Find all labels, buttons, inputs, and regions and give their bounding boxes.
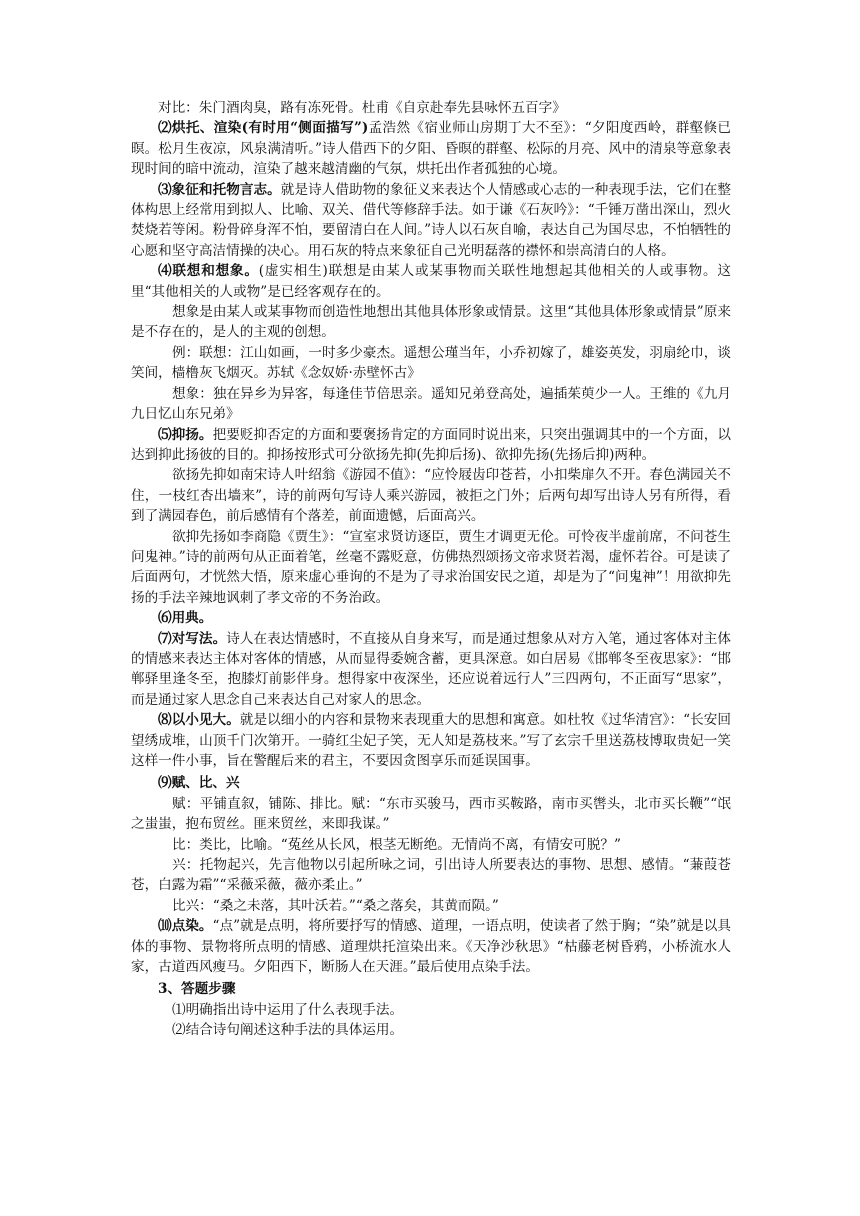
paragraph-reverse-writing [131,629,731,711]
paragraph-symbolism [131,180,731,262]
paragraph-imagination-example: 想象：独在异乡为异客，每逢佳节倍思亲。遥知兄弟登高处，遍插茱萸少一人。王维的《九月九日忆山东兄弟》 [131,385,731,423]
paragraph-bi-xing: 比兴：“桑之未落，其叶沃若。”“桑之落矣，其黄而陨。” [172,897,499,914]
term-allusion: ⑹用典。 [158,610,213,627]
paragraph-suppress-then-praise: 欲扬先抑如南宋诗人叶绍翁《游园不值》：“应怜屐齿印苍苔，小扣柴扉久不开。春色满园关不住，一枝红杏出墙来”，诗的前两句写诗人乘兴游园，被拒之门外；后两句却写出诗人另有所得，看到了满园春色，前后感情有个落差，前面遗憾，后面高兴。 [131,467,731,525]
paragraph-fu: 赋：平铺直叙，铺陈、排比。赋：“东市买骏马，西市买鞍路，南市买辔头，北市买长鞭”“氓之蚩蚩，抱布贸丝。匪来贸丝，来即我谋。” [131,795,731,833]
term-symbolism: ⑶象征和托物言志。 [158,181,281,198]
term-point-and-dye: ⑽点染。 [158,918,213,935]
paragraph-text: 就是诗人借助物的象征义来表达个人情感或心志的一种表现手法，它们在整体构思上经常用到拟人、比喻、双关、借代等修辞手法。如于谦《石灰吟》：“千锤万凿出深山，烈火焚烧若等闲。粉骨碎身浑不怕，要留清白在人间。”诗人以石灰自喻，表达自己为国尽忠，不怕牺牲的心愿和坚守高洁情操的决心。用石灰的特点来象征自己光明磊落的襟怀和崇高清白的人格。 [131,181,731,259]
paragraph-text: (虚实相生)联想是由某人或某事物而关联性地想起其他相关的人或事物。这里“其他相关的人或物”是已经客观存在的。 [131,263,731,300]
paragraph-point-and-dye [131,916,731,977]
step-1: ⑴明确指出诗中运用了什么表现手法。 [172,1001,404,1018]
paragraph-contrast-emphasis [131,425,731,466]
term-small-to-large: ⑻以小见大。 [158,712,240,729]
paragraph-text: 孟浩然《宿业师山房期丁大不至》：“夕阳度西岭，群壑倏已暝。松月生夜凉，风泉满清听。”诗人借西下的夕阳、昏暝的群壑、松际的月亮、风中的清泉等意象表现时间的暗中流动，渲染了越来越清幽的气氛，烘托出作者孤独的心境。 [131,120,731,178]
step-2: ⑵结合诗句阐述这种手法的具体运用。 [172,1022,404,1039]
term-contrast-emphasis: ⑸抑扬。 [158,426,213,443]
paragraph-allusion [131,608,731,628]
paragraph-text: 诗人在表达情感时，不直接从自身来写，而是通过想象从对方入笔，通过客体对主体的情感来表达主体对客体的情感，从而显得委婉含蓄，更具深意。如白居易《邯郸冬至夜思家》：“邯郸驿里逢冬至，抱膝灯前影伴身。想得家中夜深坐，还应说着远行人”三四两句，不正面写“思家”，而是通过家人思念自己来表达自己对家人的思念。 [131,630,732,708]
document-page [131,98,731,1041]
paragraph-small-to-large [131,710,731,771]
term-reverse-writing: ⑺对写法。 [158,630,227,647]
paragraph-text: 把要贬抑否定的方面和要褒扬肯定的方面同时说出来，只突出强调其中的一个方面，以达到抑此扬彼的目的。抑扬按形式可分欲扬先抑(先抑后扬)、欲抑先扬(先扬后抑)两种。 [131,426,731,463]
paragraph-contrast-example: 对比：朱门酒肉臭，路有冻死骨。杜甫《自京赴奉先县咏怀五百字》 [158,100,566,116]
paragraph-imagination: 想象是由某人或某事物而创造性地想出其他具体形象或情景。这里“其他具体形象或情景”原来是不存在的，是人的主观的创想。 [131,304,731,341]
heading-answer-steps: 3、答题步骤 [158,981,236,998]
paragraph-association-example: 例：联想：江山如画，一时多少豪杰。遥想公瑾当年，小乔初嫁了，雄姿英发，羽扇纶巾，谈笑间，樯橹灰飞烟灭。苏轼《念奴娇·赤壁怀古》 [131,344,731,382]
term-association: ⑷联想和想象。 [158,263,259,280]
paragraph-text: “点”就是点明，将所要抒写的情感、道理，一语点明，使读者了然于胸；“染”就是以具体的事物、景物将所点明的情感、道理烘托渲染出来。《天净沙秋思》“枯藤老树昏鸦，小桥流水人家，古道西风瘦马。夕阳西下，断肠人在天涯。”最后使用点染手法。 [131,918,732,976]
paragraph-xing: 兴：托物起兴，先言他物以引起所咏之词，引出诗人所要表达的事物、思想、感情。“蒹葭苍苍，白露为霜”“采薇采薇，薇亦柔止。” [131,857,731,894]
term-foil-rendering: ⑵烘托、渲染(有时用“侧面描写”) [158,120,369,137]
paragraph-foil-rendering [131,118,731,179]
paragraph-text: 就是以细小的内容和景物来表现重大的思想和寓意。如杜牧《过华清宫》：“长安回望绣成堆，山顶千门次第开。一骑红尘妃子笑，无人知是荔枝来。”写了玄宗千里送荔枝博取贵妃一笑这样一件小事，旨在警醒后来的君主，不要因贪图享乐而延误国事。 [131,712,731,769]
heading-fu-bi-xing: ⑼赋、比、兴 [158,775,240,792]
paragraph-bi: 比：类比，比喻。“菟丝从长风，根茎无断绝。无情尚不离，有情安可脱？” [172,836,621,853]
paragraph-praise-then-suppress: 欲抑先扬如李商隐《贾生》：“宣室求贤访逐臣，贾生才调更无伦。可怜夜半虚前席，不问苍生问鬼神。”诗的前两句从正面着笔，丝毫不露贬意，仿佛热烈颂扬文帝求贤若渴，虚怀若谷。可是读了后面两句，才恍然大悟，原来虚心垂询的不是为了寻求治国安民之道，却是为了“问鬼神”！用欲抑先扬的手法辛辣地讽刺了孝文帝的不务治政。 [131,528,731,606]
paragraph-association [131,261,731,302]
